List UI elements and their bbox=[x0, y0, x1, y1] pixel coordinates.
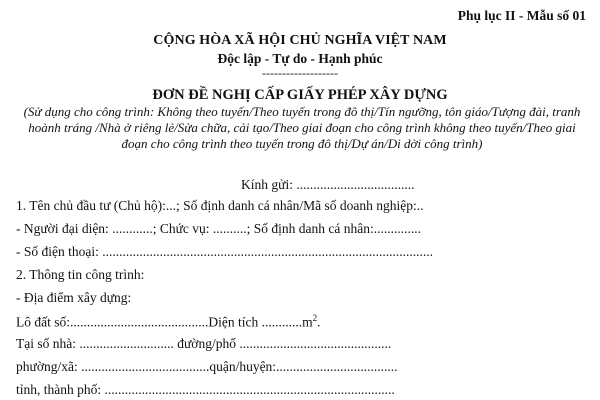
lot-end: . bbox=[317, 314, 321, 330]
section-2-heading: 2. Thông tin công trình: bbox=[16, 267, 145, 282]
ward-line: phường/xã: ......................................quận/huyện:.................................... bbox=[16, 359, 398, 374]
appendix-label: Phụ lục II - Mẫu số 01 bbox=[457, 8, 586, 23]
heading-divider: ------------------- bbox=[262, 66, 338, 80]
area-unit-exponent: 2 bbox=[312, 313, 318, 323]
subtitle-lead: (Sử dụng cho công trình: bbox=[23, 104, 155, 119]
street-line: Tại số nhà: ............................ đường/phố ............................................. bbox=[16, 336, 392, 351]
subtitle-scope: Không theo tuyến/Theo tuyến trong đô thị/Tín ngưỡng, tôn giáo/Tượng đài, tranh hoành tráng /Nhà ở riêng lẻ/Sửa chữa, cải tạo/Theo giai đoạn cho công trình không theo tuyến/Theo giai đoạn cho công trình theo tuyến trong đô thị/Dự án/Di dời công trình) bbox=[28, 104, 581, 151]
province-line: tỉnh, thành phố: ...................................................................................... bbox=[16, 382, 395, 397]
lot-line bbox=[16, 313, 320, 331]
representative-line: - Người đại diện: ............; Chức vụ: ..........; Số định danh cá nhân:.............. bbox=[16, 221, 421, 236]
phone-line: - Số điện thoại: .................................................................................................. bbox=[16, 244, 433, 259]
form-subtitle bbox=[22, 104, 582, 152]
location-line: - Địa điểm xây dựng: bbox=[16, 290, 132, 305]
form-title: ĐƠN ĐỀ NGHỊ CẤP GIẤY PHÉP XÂY DỰNG bbox=[152, 87, 448, 103]
national-motto: Độc lập - Tự do - Hạnh phúc bbox=[217, 51, 383, 66]
addressee-line: Kính gửi: ................................... bbox=[241, 177, 415, 192]
owner-line: 1. Tên chủ đầu tư (Chủ hộ):...; Số định danh cá nhân/Mã số doanh nghiệp:.. bbox=[16, 198, 424, 213]
lot-text: Lô đất số:.........................................Diện tích ............m bbox=[16, 314, 313, 330]
nation-heading: CỘNG HÒA XÃ HỘI CHỦ NGHĨA VIỆT NAM bbox=[153, 33, 447, 48]
